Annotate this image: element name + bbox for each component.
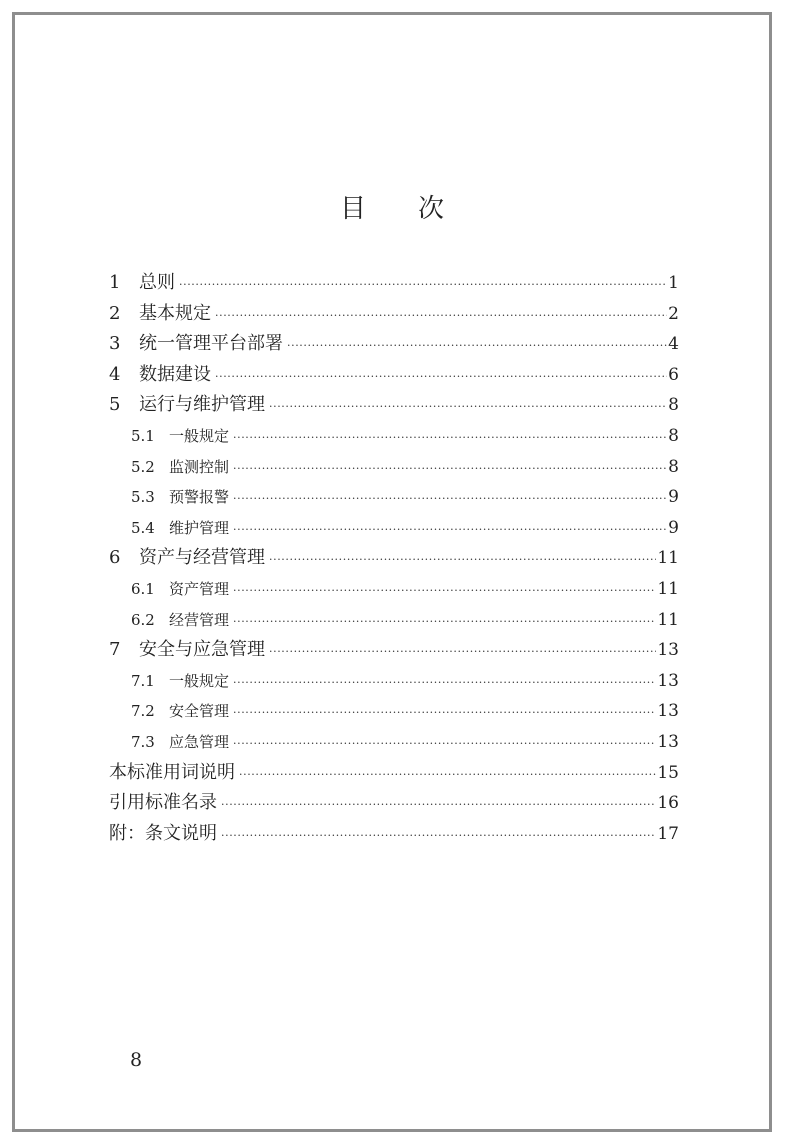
toc-subentry[interactable] [109, 666, 679, 697]
toc-leader-dots [269, 554, 656, 565]
toc-entry-label: 资产与经营管理 [139, 547, 265, 569]
toc-entry-page: 11 [657, 578, 679, 599]
toc-entry-number: 5.4 [131, 518, 155, 537]
toc-leader-dots [269, 401, 667, 412]
toc-entry-page: 4 [668, 334, 679, 355]
toc-entry-number: 3 [109, 333, 121, 355]
toc-entry[interactable] [109, 360, 679, 391]
toc-entry-label: 总则 [139, 272, 175, 293]
toc-entry-label: 安全管理 [169, 702, 230, 721]
toc-appendix-entry[interactable] [109, 758, 679, 789]
toc-leader-dots [233, 432, 667, 443]
toc-entry-label: 资产管理 [169, 579, 230, 598]
toc-entry-number: 5.2 [131, 457, 155, 476]
toc-subentry[interactable] [109, 574, 679, 605]
toc-entry-number: 5 [109, 394, 121, 416]
toc-entry-page: 1 [668, 273, 679, 293]
toc-entry-number: 7 [109, 639, 121, 661]
toc-entry-label: 安全与应急管理 [139, 639, 265, 661]
toc-entry-label: 监测控制 [169, 457, 230, 476]
toc-entry-label: 预警报警 [169, 488, 230, 507]
toc-entry-page: 2 [668, 303, 679, 324]
toc-leader-dots [233, 493, 667, 504]
toc-entry[interactable] [109, 635, 679, 666]
toc-entry-page: 11 [657, 548, 679, 569]
toc-subentry[interactable] [109, 696, 679, 727]
toc-entry-page: 11 [657, 609, 679, 630]
toc-entry-number: 6.1 [131, 579, 155, 598]
toc-entry-label: 基本规定 [139, 302, 211, 324]
toc-entry-page: 8 [668, 395, 679, 416]
toc-leader-dots [287, 340, 667, 351]
title-char-2: 次 [418, 194, 445, 224]
title-char-1: 目 [339, 194, 366, 224]
toc-entry-page: 17 [657, 823, 679, 844]
toc-entry-page: 13 [657, 640, 679, 661]
toc-subentry[interactable] [109, 727, 679, 758]
toc-entry-label: 引用标准名录 [109, 792, 217, 814]
toc-entry-page: 16 [657, 793, 679, 814]
toc-entry-label: 维护管理 [169, 518, 230, 537]
toc-leader-dots [233, 585, 656, 596]
toc-entry-label: 一般规定 [169, 671, 230, 690]
toc-entry-number: 7.2 [131, 702, 155, 721]
toc-leader-dots [233, 707, 656, 718]
toc-entry-page: 8 [668, 425, 679, 446]
toc-subentry[interactable] [109, 513, 679, 544]
toc-leader-dots [233, 738, 656, 749]
toc-leader-dots [179, 279, 667, 290]
page-number: 8 [130, 1049, 143, 1071]
toc-leader-dots [239, 769, 656, 780]
toc-entry-label: 本标准用词说明 [109, 761, 235, 783]
toc-entry-number: 5.1 [131, 426, 155, 445]
toc-entry[interactable] [109, 329, 679, 360]
page-title [15, 191, 769, 227]
toc-entry-number: 6.2 [131, 610, 155, 629]
toc-subentry[interactable] [109, 452, 679, 483]
toc-entry-label: 一般规定 [169, 426, 230, 445]
toc-entry-number: 2 [109, 302, 121, 324]
toc-leader-dots [233, 463, 667, 474]
toc-entry[interactable] [109, 543, 679, 574]
toc-leader-dots [269, 646, 656, 657]
toc-entry-number: 1 [109, 272, 121, 293]
toc-appendix-entry[interactable] [109, 819, 679, 850]
toc-entry-label: 附：条文说明 [109, 822, 217, 844]
toc-entry-number: 4 [109, 363, 121, 385]
toc-leader-dots [233, 677, 656, 688]
toc-entry-label: 统一管理平台部署 [139, 333, 283, 355]
toc-entry-page: 6 [668, 364, 679, 385]
toc-subentry[interactable] [109, 482, 679, 513]
toc-leader-dots [233, 616, 656, 627]
toc-entry-label: 运行与维护管理 [139, 394, 265, 416]
toc-entry-page: 9 [668, 517, 679, 538]
toc-leader-dots [233, 524, 667, 535]
toc-leader-dots [221, 799, 656, 810]
table-of-contents [109, 268, 679, 849]
toc-entry-page: 9 [668, 487, 679, 508]
toc-entry-number: 7.1 [131, 671, 155, 690]
toc-leader-dots [215, 310, 667, 321]
toc-entry[interactable] [109, 268, 679, 299]
toc-appendix-entry[interactable] [109, 788, 679, 819]
toc-entry[interactable] [109, 390, 679, 421]
toc-subentry[interactable] [109, 421, 679, 452]
toc-entry-page: 13 [657, 670, 679, 691]
toc-entry-number: 5.3 [131, 488, 155, 507]
toc-entry-page: 13 [657, 701, 679, 722]
toc-entry-page: 13 [657, 731, 679, 752]
document-page [12, 12, 772, 1132]
toc-entry-page: 8 [668, 456, 679, 477]
toc-entry-label: 数据建设 [139, 363, 211, 385]
toc-leader-dots [221, 830, 656, 841]
toc-leader-dots [215, 371, 667, 382]
toc-entry-label: 应急管理 [169, 732, 230, 751]
toc-subentry[interactable] [109, 605, 679, 636]
toc-entry-page: 15 [657, 762, 679, 783]
toc-entry-number: 6 [109, 547, 121, 569]
toc-entry-number: 7.3 [131, 732, 155, 751]
toc-entry-label: 经营管理 [169, 610, 230, 629]
toc-entry[interactable] [109, 299, 679, 330]
